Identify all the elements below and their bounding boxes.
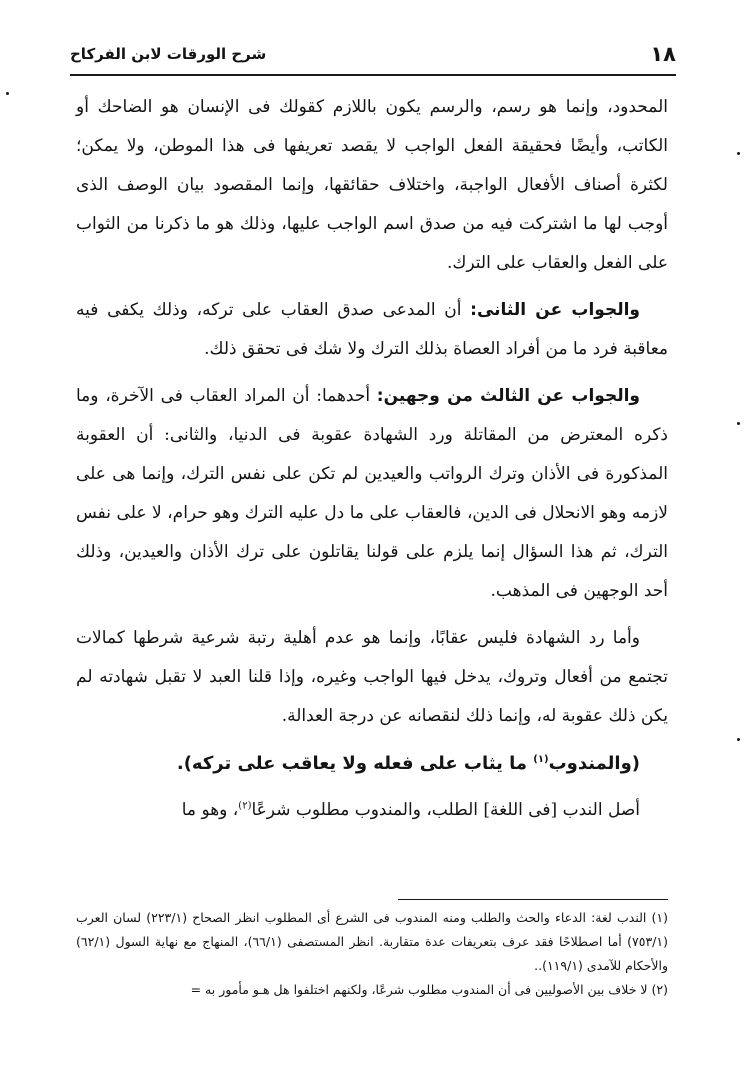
scan-mark <box>6 92 9 95</box>
matn-definition <box>76 744 668 783</box>
main-text <box>76 88 668 838</box>
scan-mark <box>737 422 740 425</box>
footnotes <box>76 906 668 1002</box>
paragraph-5 <box>76 791 668 830</box>
matn-text-end: ما يثاب على فعله ولا يعاقب على تركه). <box>176 753 534 774</box>
scan-mark <box>737 152 740 155</box>
paragraph-4 <box>76 619 668 736</box>
header-rule <box>70 74 676 76</box>
matn-text-start: (والمندوب <box>548 753 640 774</box>
running-title: شرح الورقات لابن الفركاح <box>70 45 267 63</box>
paragraph-3 <box>76 377 668 611</box>
page-header <box>70 40 676 70</box>
paragraph-lead: والجواب عن الثانى: <box>470 300 640 320</box>
paragraph-text: المحدود، وإنما هو رسم، والرسم يكون باللازم كقولك فى الإنسان هو الضاحك أو الكاتب، وأيضًا فحقيقة الفعل الواجب لا يقصد تعريفها فى هذا الموطن، ولا يمكن؛ لكثرة أصناف الأفعال الواجبة، واختلاف حقائقها، وإنما المقصود بيان الوصف الذى أوجب لها ما اشتركت فيه من صدق اسم الواجب عليها، وذلك هو ما ذكرنا من الثواب على الفعل والعقاب على الترك. <box>76 97 668 273</box>
scan-mark <box>737 738 740 741</box>
footnote-ref-2: (٢) <box>238 800 252 812</box>
paragraph-lead: والجواب عن الثالث من وجهين: <box>376 386 640 406</box>
paragraph-1 <box>76 88 668 283</box>
footnote-2: (٢) لا خلاف بين الأصوليين فى أن المندوب مطلوب شرعًا، ولكنهم اختلفوا هل هـو مأمور به = <box>190 982 668 997</box>
page-number: ١٨ <box>650 42 676 66</box>
paragraph-text-end: ، وهو ما <box>181 800 239 820</box>
footnote-rule <box>398 899 668 900</box>
footnote-1: (١) الندب لغة: الدعاء والحث والطلب ومنه المندوب فى الشرع أى المطلوب انظر الصحاح (٢٢٣/١) لسان العرب (٧٥٣/١) أما اصطلاحًا فقد عرف بتعريفات عدة متقاربة. انظر المستصفى (٦٦/١)، المنهاج مع نهاية السول (٦٢/١) والأحكام للآمدى (١١٩/١).. <box>76 910 669 973</box>
paragraph-text-start: أصل الندب [فى اللغة] الطلب، والمندوب مطلوب شرعًا <box>251 800 640 820</box>
footnote-ref-1: (١) <box>533 754 549 765</box>
paragraph-2 <box>76 291 668 369</box>
paragraph-text: أن المدعى صدق العقاب على تركه، وذلك يكفى فيه معاقبة فرد ما من أفراد العصاة بذلك الترك ولا شك فى تحقق ذلك. <box>76 300 668 359</box>
paragraph-text: وأما رد الشهادة فليس عقابًا، وإنما هو عدم أهلية رتبة شرعية شرطها كمالات تجتمع من أفعال وتروك، يدخل فيها الواجب وغيره، وإذا قلنا العبد لا تقبل شهادته لم يكن ذلك عقوبة له، وإنما ذلك لنقصانه عن درجة العدالة. <box>76 628 668 726</box>
paragraph-text: أحدهما: أن المراد العقاب فى الآخرة، وما ذكره المعترض من المقاتلة ورد الشهادة عقوبة فى الدنيا، والثانى: أن العقوبة المذكورة فى الأذان وترك الرواتب والعيدين لم تكن على نفس الترك، وإنما هى على لازمه وهو الانحلال فى الدين، فالعقاب على ما دل عليه الترك وهو حرام، لا على نفس الترك، ثم هذا السؤال إنما يلزم على قولنا يقاتلون على ترك الأذان والعيدين، وذلك أحد الوجهين فى المذهب. <box>76 386 668 601</box>
